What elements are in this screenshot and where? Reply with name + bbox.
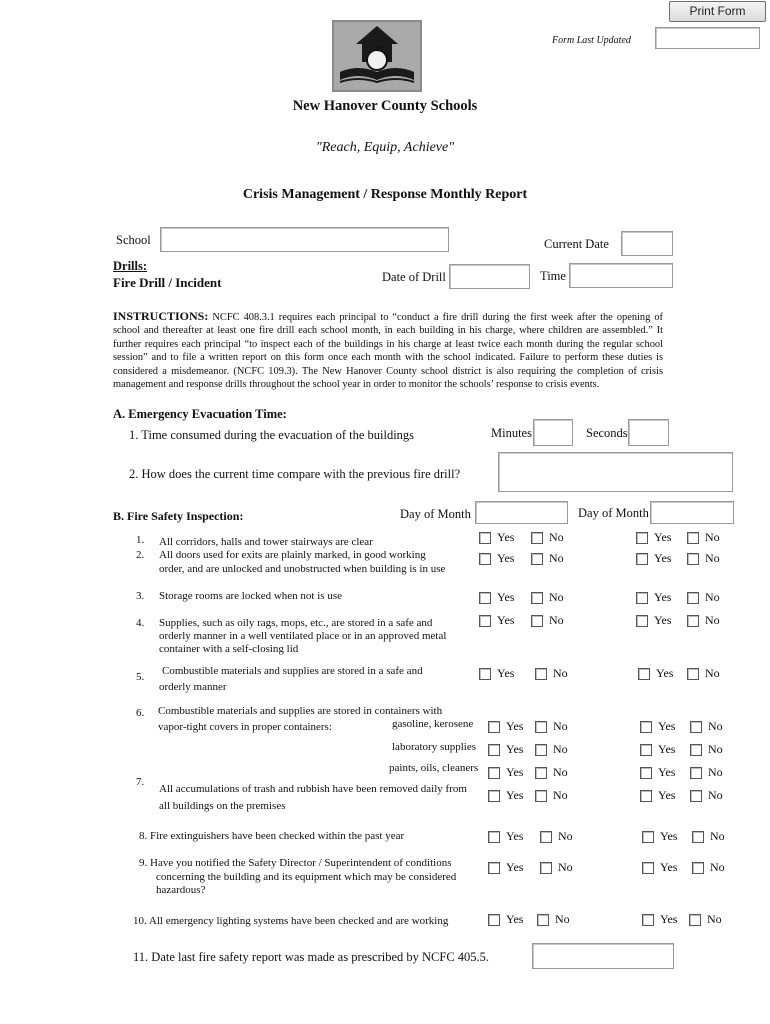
day-of-month-input-2[interactable] — [650, 501, 734, 524]
evacuation-time-question: 1. Time consumed during the evacuation of the buildings — [129, 428, 415, 442]
item-10-text: 10. All emergency lighting systems have been checked and are working — [133, 915, 449, 927]
item-3-col-a-no-checkbox[interactable] — [531, 592, 543, 604]
school-label: School — [116, 233, 151, 247]
item-9-col-b-no-checkbox[interactable] — [692, 862, 704, 874]
item-6-lab-col-b-no-label: No — [708, 742, 723, 756]
item-10-col-a-yes-label: Yes — [506, 912, 524, 926]
drills-label: Drills: — [113, 259, 148, 273]
item-5-text-a: Combustible materials and supplies are stored in a safe and — [162, 665, 423, 677]
item-2-col-b-no-checkbox[interactable] — [687, 553, 699, 565]
item-6-paint-col-b-yes-label: Yes — [658, 765, 676, 779]
item-4-text-c: container with a self-closing lid — [159, 643, 299, 655]
item-9-text-c: hazardous? — [156, 884, 206, 896]
current-date-label: Current Date — [544, 237, 609, 251]
item-3-col-a-no-label: No — [549, 590, 564, 604]
instructions-heading: INSTRUCTIONS: — [113, 309, 209, 323]
org-name: New Hanover County Schools — [292, 98, 478, 114]
print-form-button[interactable]: Print Form — [669, 1, 766, 22]
item-2-text-b: order, and are unlocked and unobstructed when building is in use — [159, 563, 446, 575]
item-7-col-a-yes-checkbox[interactable] — [488, 790, 500, 802]
day-of-month-input-1[interactable] — [475, 501, 568, 524]
item-7-number: 7. — [136, 776, 145, 788]
item-10-col-a-no-checkbox[interactable] — [537, 914, 549, 926]
item-6-paint-col-b-no-label: No — [708, 765, 723, 779]
item-7-col-a-no-label: No — [553, 788, 568, 802]
item-7-col-a-no-checkbox[interactable] — [535, 790, 547, 802]
item-2-col-a-yes-checkbox[interactable] — [479, 553, 491, 565]
item-6-gas-col-a-no-label: No — [553, 719, 568, 733]
date-of-drill-label: Date of Drill — [382, 270, 446, 284]
item-5-col-b-yes-checkbox[interactable] — [638, 668, 650, 680]
item-5-col-b-no-checkbox[interactable] — [687, 668, 699, 680]
item-9-col-a-yes-checkbox[interactable] — [488, 862, 500, 874]
item-4-col-a-no-checkbox[interactable] — [531, 615, 543, 627]
item-5-col-b-no-label: No — [705, 666, 720, 680]
item-2-text-a: All doors used for exits are plainly marked, in good working — [159, 549, 426, 561]
item-10-col-b-yes-label: Yes — [660, 912, 678, 926]
item-10-col-b-no-checkbox[interactable] — [689, 914, 701, 926]
item-6-paint-col-a-no-checkbox[interactable] — [535, 767, 547, 779]
seconds-label: Seconds — [586, 426, 628, 440]
current-date-input[interactable] — [621, 231, 673, 256]
item-2-col-b-yes-checkbox[interactable] — [636, 553, 648, 565]
item-6-gas-col-a-yes-checkbox[interactable] — [488, 721, 500, 733]
motto: "Reach, Equip, Achieve" — [315, 140, 455, 155]
item-3-col-b-yes-label: Yes — [654, 590, 672, 604]
item-6-gas-col-a-no-checkbox[interactable] — [535, 721, 547, 733]
item-6-lab-col-a-yes-checkbox[interactable] — [488, 744, 500, 756]
item-6-paint-col-a-yes-label: Yes — [506, 765, 524, 779]
item-11-text: 11. Date last fire safety report was made as prescribed by NCFC 405.5. — [133, 950, 490, 964]
item-9-col-b-yes-label: Yes — [660, 860, 678, 874]
report-title: Crisis Management / Response Monthly Report — [242, 187, 528, 202]
item-6-paint-col-b-no-checkbox[interactable] — [690, 767, 702, 779]
item-6-gas-col-b-yes-checkbox[interactable] — [640, 721, 652, 733]
item-3-number: 3. — [136, 590, 145, 602]
item-6-text-a: Combustible materials and supplies are stored in containers with — [158, 705, 443, 717]
item-5-number: 5. — [136, 671, 145, 683]
school-input[interactable] — [160, 227, 449, 252]
item-7-col-b-yes-checkbox[interactable] — [640, 790, 652, 802]
item-6-paint-col-a-no-label: No — [553, 765, 568, 779]
last-report-date-input[interactable] — [532, 943, 674, 969]
item-3-col-b-no-label: No — [705, 590, 720, 604]
item-4-col-b-yes-label: Yes — [654, 613, 672, 627]
section-a-title: A. Emergency Evacuation Time: — [113, 407, 287, 421]
item-4-col-a-yes-checkbox[interactable] — [479, 615, 491, 627]
sub-paints-label: paints, oils, cleaners — [389, 762, 479, 774]
item-2-number: 2. — [136, 549, 145, 561]
form-last-updated-label: Form Last Updated — [552, 35, 631, 46]
item-5-col-a-no-label: No — [553, 666, 568, 680]
item-1-col-b-no-checkbox[interactable] — [687, 532, 699, 544]
seconds-input[interactable] — [628, 419, 669, 446]
item-6-lab-col-b-yes-label: Yes — [658, 742, 676, 756]
item-6-number: 6. — [136, 707, 145, 719]
time-label: Time — [540, 269, 566, 283]
instructions-paragraph — [113, 310, 663, 391]
section-b-title: B. Fire Safety Inspection: — [113, 509, 244, 523]
item-8-col-a-no-label: No — [558, 829, 573, 843]
item-1-col-b-yes-label: Yes — [654, 530, 672, 544]
item-8-col-b-yes-label: Yes — [660, 829, 678, 843]
item-4-col-b-no-label: No — [705, 613, 720, 627]
minutes-input[interactable] — [533, 419, 573, 446]
item-3-text: Storage rooms are locked when not is use — [159, 590, 342, 602]
item-5-col-a-yes-label: Yes — [497, 666, 515, 680]
item-6-lab-col-a-yes-label: Yes — [506, 742, 524, 756]
item-9-col-b-yes-checkbox[interactable] — [642, 862, 654, 874]
item-2-col-a-yes-label: Yes — [497, 551, 515, 565]
date-of-drill-input[interactable] — [449, 264, 530, 289]
item-8-col-a-yes-checkbox[interactable] — [488, 831, 500, 843]
item-6-lab-col-b-no-checkbox[interactable] — [690, 744, 702, 756]
time-input[interactable] — [569, 263, 673, 288]
item-9-col-a-yes-label: Yes — [506, 860, 524, 874]
item-4-col-a-no-label: No — [549, 613, 564, 627]
sub-laboratory-label: laboratory supplies — [392, 741, 477, 753]
compare-time-question: 2. How does the current time compare with the previous fire drill? — [129, 467, 461, 481]
item-8-col-b-no-checkbox[interactable] — [692, 831, 704, 843]
item-8-col-a-no-checkbox[interactable] — [540, 831, 552, 843]
item-3-col-a-yes-label: Yes — [497, 590, 515, 604]
item-1-col-b-yes-checkbox[interactable] — [636, 532, 648, 544]
day-of-month-label-2: Day of Month — [578, 506, 649, 520]
item-10-col-b-no-label: No — [707, 912, 722, 926]
item-9-col-b-no-label: No — [710, 860, 725, 874]
item-6-gas-col-a-yes-label: Yes — [506, 719, 524, 733]
item-6-text-b: vapor-tight covers in proper containers: — [158, 721, 332, 733]
item-2-col-a-no-label: No — [549, 551, 564, 565]
instructions-text: NCFC 408.3.1 requires each principal to “conduct a fire drill during the first week after the opening of school and thereafter at least one fire drill each school month, in each building in his charge, where children are assembled.” It further requires each principal “to inspect each of the buildings in his charge at least twice each month during the regular school session” and to file a written report on this form once each month with the school indicated. Failure to perform these duties is considered a misdemeanor. (NCFC 109.3). The New Hanover County school district is also requiring the completion of crisis management and response drills throughout the school year in order to monitor the schools’ response to crisis events. — [113, 312, 663, 391]
day-of-month-label-1: Day of Month — [400, 507, 471, 521]
item-9-text-b: concerning the building and its equipment which may be considered — [156, 871, 457, 883]
minutes-label: Minutes — [491, 426, 532, 440]
item-6-gas-col-b-no-checkbox[interactable] — [690, 721, 702, 733]
item-2-col-a-no-checkbox[interactable] — [531, 553, 543, 565]
item-2-col-b-yes-label: Yes — [654, 551, 672, 565]
item-7-col-b-yes-label: Yes — [658, 788, 676, 802]
item-10-col-a-yes-checkbox[interactable] — [488, 914, 500, 926]
item-1-col-a-yes-checkbox[interactable] — [479, 532, 491, 544]
item-6-lab-col-a-no-label: No — [553, 742, 568, 756]
item-4-text-b: orderly manner in a well ventilated place or in an approved metal — [159, 630, 447, 642]
item-1-col-b-no-label: No — [705, 530, 720, 544]
item-8-col-b-no-label: No — [710, 829, 725, 843]
item-2-col-b-no-label: No — [705, 551, 720, 565]
item-6-lab-col-b-yes-checkbox[interactable] — [640, 744, 652, 756]
item-5-col-a-no-checkbox[interactable] — [535, 668, 547, 680]
item-4-col-b-no-checkbox[interactable] — [687, 615, 699, 627]
item-7-col-b-no-label: No — [708, 788, 723, 802]
item-1-col-a-no-checkbox[interactable] — [531, 532, 543, 544]
sub-gasoline-label: gasoline, kerosene — [392, 718, 474, 730]
item-8-col-b-yes-checkbox[interactable] — [642, 831, 654, 843]
item-6-paint-col-b-yes-checkbox[interactable] — [640, 767, 652, 779]
item-7-col-a-yes-label: Yes — [506, 788, 524, 802]
item-6-lab-col-a-no-checkbox[interactable] — [535, 744, 547, 756]
item-1-col-a-yes-label: Yes — [497, 530, 515, 544]
fire-drill-label: Fire Drill / Incident — [113, 275, 222, 290]
item-1-text: All corridors, halls and tower stairways are clear — [159, 536, 373, 548]
item-7-col-b-no-checkbox[interactable] — [690, 790, 702, 802]
item-3-col-b-no-checkbox[interactable] — [687, 592, 699, 604]
item-10-col-a-no-label: No — [555, 912, 570, 926]
compare-time-input[interactable] — [498, 452, 733, 492]
item-7-text-b: all buildings on the premises — [159, 800, 286, 812]
item-1-col-a-no-label: No — [549, 530, 564, 544]
item-7-text-a: All accumulations of trash and rubbish have been removed daily from — [159, 783, 467, 795]
item-6-gas-col-b-yes-label: Yes — [658, 719, 676, 733]
item-4-col-b-yes-checkbox[interactable] — [636, 615, 648, 627]
item-8-text: 8. Fire extinguishers have been checked within the past year — [139, 830, 405, 842]
item-5-col-a-yes-checkbox[interactable] — [479, 668, 491, 680]
item-10-col-b-yes-checkbox[interactable] — [642, 914, 654, 926]
item-4-text-a: Supplies, such as oily rags, mops, etc., are stored in a safe and — [159, 617, 433, 629]
item-1-number: 1. — [136, 534, 145, 546]
item-4-number: 4. — [136, 617, 145, 629]
item-4-col-a-yes-label: Yes — [497, 613, 515, 627]
form-last-updated-field[interactable] — [655, 27, 760, 49]
item-3-col-a-yes-checkbox[interactable] — [479, 592, 491, 604]
school-logo-icon — [332, 20, 422, 92]
item-6-gas-col-b-no-label: No — [708, 719, 723, 733]
item-5-col-b-yes-label: Yes — [656, 666, 674, 680]
item-9-col-a-no-checkbox[interactable] — [540, 862, 552, 874]
item-6-paint-col-a-yes-checkbox[interactable] — [488, 767, 500, 779]
item-8-col-a-yes-label: Yes — [506, 829, 524, 843]
item-3-col-b-yes-checkbox[interactable] — [636, 592, 648, 604]
item-5-text-b: orderly manner — [159, 681, 227, 693]
item-9-col-a-no-label: No — [558, 860, 573, 874]
item-9-text-a: 9. Have you notified the Safety Director / Superintendent of conditions — [139, 857, 452, 869]
